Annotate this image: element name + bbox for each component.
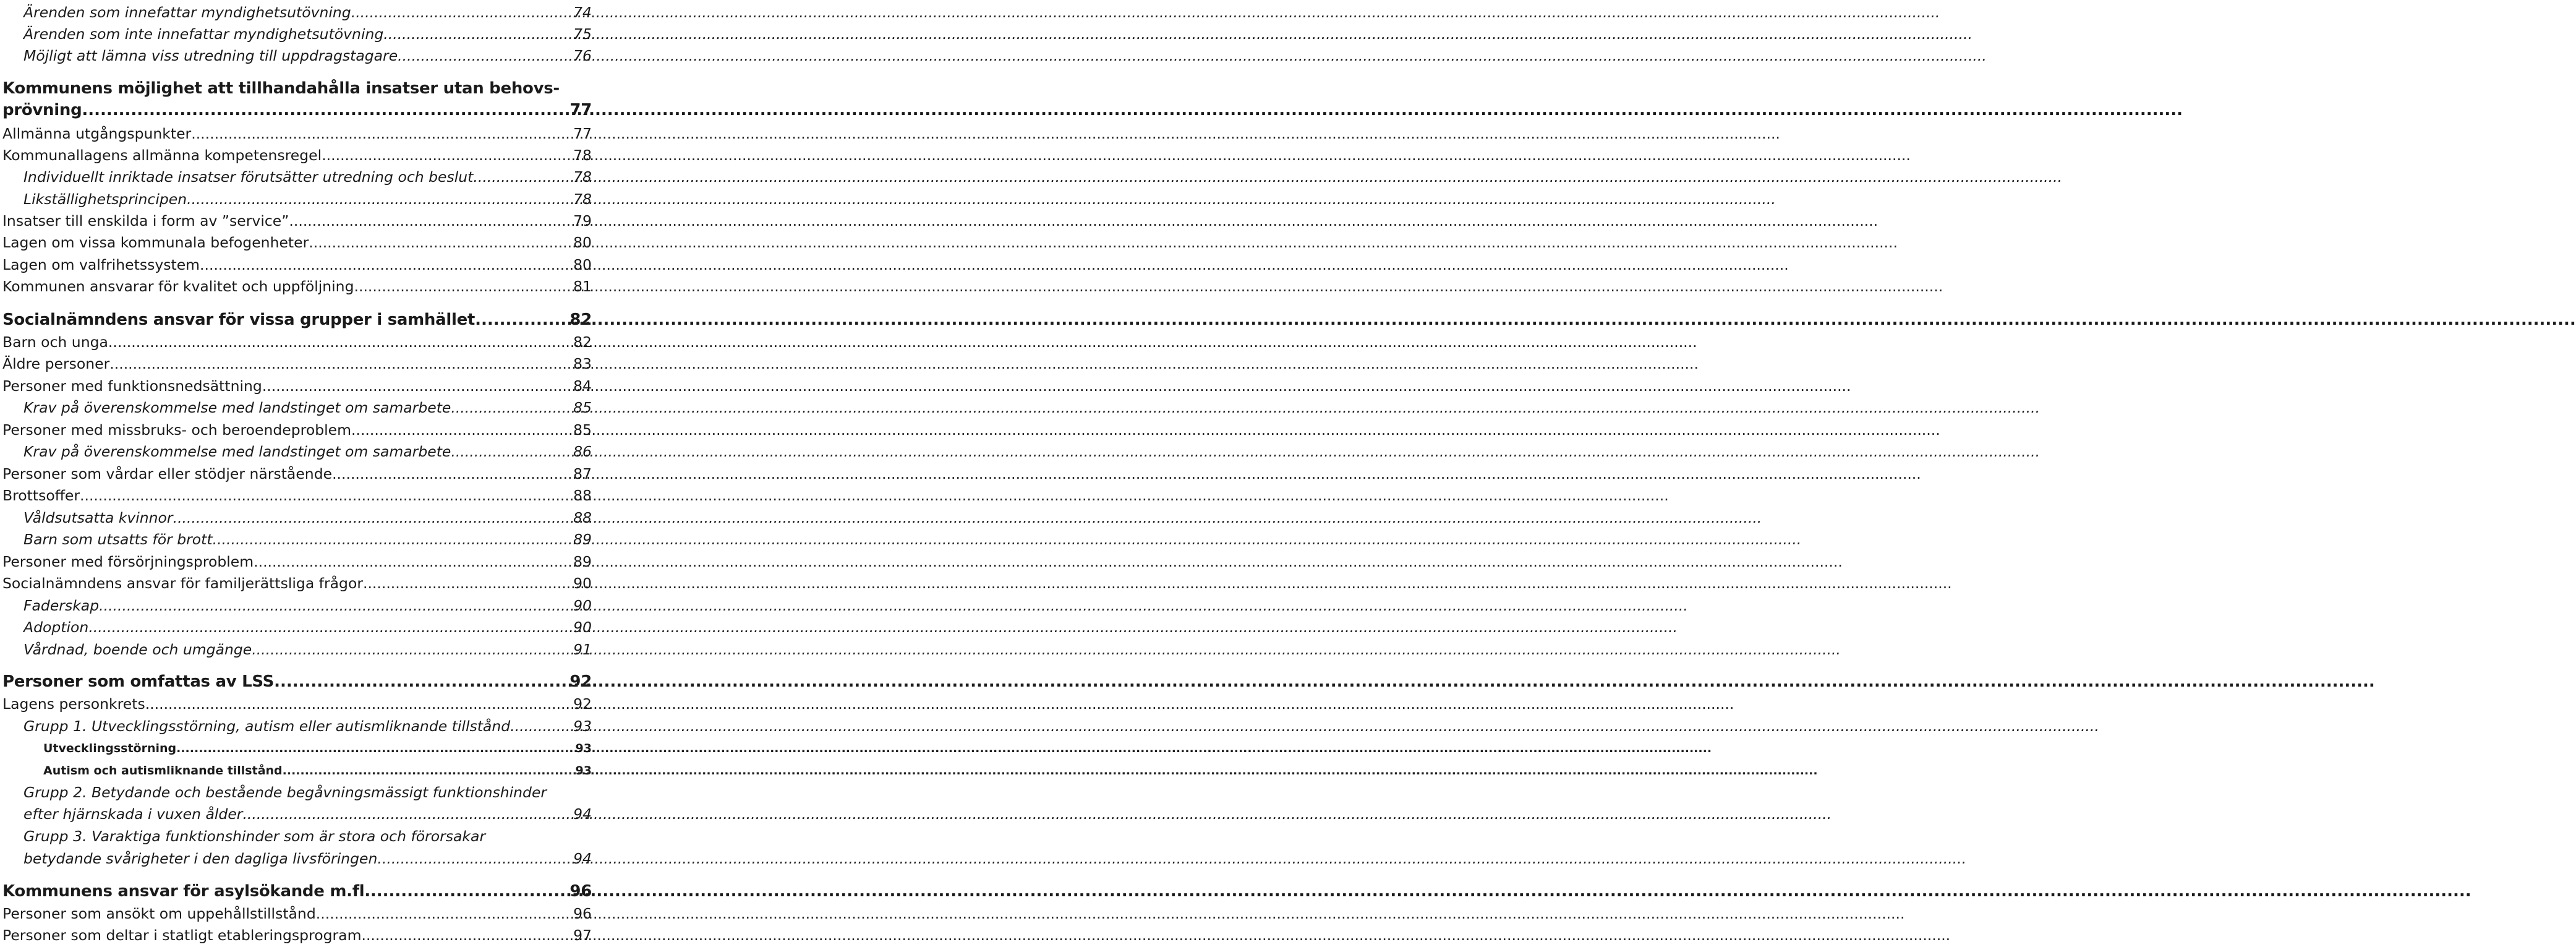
toc-entry-title: Utvecklingsstörning — [43, 742, 177, 755]
toc-entry-title: Adoption — [23, 619, 89, 636]
toc-dot-leader — [351, 2, 573, 22]
toc-dot-leader — [332, 464, 573, 484]
toc-entry — [0, 849, 594, 868]
toc-entry — [0, 761, 594, 781]
toc-entry — [0, 211, 594, 231]
toc-entry-title: Lagens personkrets — [2, 695, 145, 713]
toc-entry — [0, 167, 594, 187]
toc-entry — [0, 925, 594, 945]
toc-entry-title: Personer med funktionsnedsättning — [2, 377, 262, 395]
toc-dot-leader — [173, 508, 573, 528]
toc-entry-title: Våldsutsatta kvinnor — [23, 509, 173, 526]
toc-dot-leader — [473, 167, 573, 187]
toc-entry-title: Grupp 2. Betydande och bestående begåvningsmässigt funktionshinder — [23, 784, 547, 801]
toc-dot-leader — [510, 716, 573, 736]
toc-entry-title: Personer som ansökt om uppehållstillstånd — [2, 905, 316, 922]
toc-dot-leader — [274, 672, 569, 692]
toc-entry-title: Barn som utsatts för brott — [23, 531, 213, 548]
toc-dot-leader — [383, 24, 573, 44]
toc-entry — [0, 694, 594, 714]
toc-entry-title: Kommunens ansvar för asylsökande m.fl. — [2, 882, 370, 901]
toc-page-number: 83 — [573, 355, 592, 372]
toc-dot-leader — [109, 354, 573, 374]
toc-entry-title: Barn och unga — [2, 333, 108, 351]
toc-page-number: 74 — [573, 4, 592, 21]
toc-entry — [0, 24, 594, 44]
toc-page-number: 96 — [569, 882, 592, 901]
toc-page-number: 77 — [569, 101, 592, 119]
toc-entry — [0, 573, 594, 593]
toc-section-heading — [0, 100, 594, 120]
toc-entry — [0, 354, 594, 374]
toc-dot-leader — [187, 189, 573, 209]
toc-page-number: 93 — [575, 742, 592, 755]
toc-dot-leader — [252, 640, 573, 659]
toc-page-number: 94 — [573, 850, 592, 867]
toc-entry-title: Likställighetsprincipen — [23, 191, 187, 208]
toc-entry — [0, 255, 594, 275]
toc-entry — [0, 332, 594, 352]
toc-entry-title: Krav på överenskommelse med landstinget om samarbete — [23, 443, 451, 460]
toc-entry-title: Socialnämndens ansvar för familjerättsliga frågor — [2, 575, 363, 592]
toc-entry — [0, 464, 594, 484]
toc-section-heading — [0, 881, 594, 901]
toc-page-number: 94 — [573, 805, 592, 823]
toc-entry-title: Insatser till enskilda i form av ”service” — [2, 212, 289, 229]
toc-dot-leader — [242, 804, 573, 824]
toc-page-number: 77 — [573, 125, 592, 142]
toc-dot-leader — [316, 904, 573, 923]
toc-page-number: 85 — [573, 421, 592, 439]
toc-entry-title: Personer som omfattas av LSS — [2, 672, 275, 691]
toc-entry — [0, 826, 594, 846]
toc-entry — [0, 398, 594, 418]
toc-entry-title: efter hjärnskada i vuxen ålder — [23, 805, 243, 823]
toc-page-number: 93 — [573, 718, 592, 735]
toc-page-number: 92 — [569, 672, 592, 691]
toc-page-number: 82 — [569, 311, 592, 329]
toc-entry-title: Äldre personer — [2, 355, 110, 372]
toc-page-number: 90 — [573, 619, 592, 636]
toc-entry — [0, 442, 594, 461]
toc-entry-title: Socialnämndens ansvar för vissa grupper i samhället — [2, 311, 476, 329]
toc-entry — [0, 596, 594, 615]
toc-entry — [0, 233, 594, 252]
toc-entry-title: Lagen om vissa kommunala befogenheter — [2, 234, 309, 251]
toc-dot-leader — [351, 420, 573, 440]
toc-entry — [0, 2, 594, 22]
toc-entry — [0, 124, 594, 144]
toc-entry-title: Kommunens möjlighet att tillhandahålla insatser utan behovs- — [2, 79, 560, 98]
toc-page-number: 89 — [573, 553, 592, 570]
toc-entry — [0, 529, 594, 549]
toc-entry — [0, 145, 594, 165]
toc-page-number: 82 — [573, 333, 592, 351]
toc-dot-leader — [451, 442, 573, 461]
toc-page-number: 86 — [573, 443, 592, 460]
toc-dot-leader — [176, 739, 574, 758]
toc-page-number: 88 — [573, 509, 592, 526]
toc-page-number: 78 — [573, 168, 592, 186]
toc-entry-title: Personer som deltar i statligt etableringsprogram — [2, 927, 362, 944]
toc-entry-title: betydande svårigheter i den dagliga livsföringen — [23, 850, 378, 867]
toc-dot-leader — [82, 100, 569, 120]
toc-entry-title: Kommunallagens allmänna kompetensregel — [2, 147, 322, 164]
toc-dot-leader — [354, 276, 573, 296]
toc-section-heading — [0, 310, 594, 330]
toc-dot-leader — [80, 486, 573, 505]
toc-entry — [0, 640, 594, 659]
toc-entry — [0, 804, 594, 824]
toc-page-number: 92 — [573, 695, 592, 713]
toc-section-heading — [0, 79, 594, 98]
toc-page-number: 80 — [573, 234, 592, 251]
toc-entry — [0, 552, 594, 572]
toc-entry — [0, 189, 594, 209]
toc-dot-leader — [213, 529, 573, 549]
toc-entry-title: Vårdnad, boende och umgänge — [23, 641, 252, 658]
toc-entry-title: Faderskap — [23, 597, 100, 614]
toc-page-number: 88 — [573, 487, 592, 504]
toc-dot-leader — [309, 233, 573, 252]
toc-entry-title: Krav på överenskommelse med landstinget om samarbete — [23, 399, 451, 416]
toc-entry — [0, 486, 594, 505]
toc-page-number: 81 — [573, 278, 592, 295]
toc-page-number: 79 — [573, 212, 592, 229]
toc-page-number: 76 — [573, 47, 592, 64]
toc-entry-title: Kommunen ansvarar för kvalitet och uppföljning — [2, 278, 354, 295]
toc-entry-title: Lagen om valfrihetssystem — [2, 256, 200, 273]
toc-dot-leader — [99, 596, 573, 615]
toc-entry — [0, 276, 594, 296]
toc-page-number: 90 — [573, 575, 592, 592]
toc-page-number: 75 — [573, 25, 592, 43]
toc-entry-title: Möjligt att lämna viss utredning till uppdragstagare — [23, 47, 398, 64]
toc-dot-leader — [363, 573, 573, 593]
toc-dot-leader — [200, 255, 573, 275]
toc-page-number: 93 — [575, 764, 592, 778]
toc-entry-title: Personer med försörjningsproblem — [2, 553, 254, 570]
toc-dot-leader — [322, 145, 573, 165]
toc-page-number: 85 — [573, 399, 592, 416]
toc-dot-leader — [262, 376, 573, 396]
toc-section-heading — [0, 672, 594, 692]
toc-entry — [0, 376, 594, 396]
toc-page-number: 97 — [573, 927, 592, 944]
toc-page-number: 78 — [573, 147, 592, 164]
toc-page-number: 89 — [573, 531, 592, 548]
toc-entry-title: Personer med missbruks- och beroendeproblem — [2, 421, 351, 439]
toc-dot-leader — [361, 925, 573, 945]
toc-entry — [0, 508, 594, 528]
toc-entry-title: Ärenden som innefattar myndighetsutövning — [23, 4, 351, 21]
toc-entry-title: Grupp 1. Utvecklingsstörning, autism eller autismliknande tillstånd — [23, 718, 511, 735]
toc-entry — [0, 716, 594, 736]
toc-dot-leader — [191, 124, 573, 144]
toc-entry-title: prövning — [2, 101, 82, 119]
toc-dot-leader — [283, 761, 575, 781]
toc-dot-leader — [370, 881, 569, 901]
toc-dot-leader — [451, 398, 573, 418]
toc-dot-leader — [377, 849, 573, 868]
toc-page-number: 78 — [573, 191, 592, 208]
toc-dot-leader — [108, 332, 573, 352]
toc-page-number: 91 — [573, 641, 592, 658]
toc-dot-leader — [398, 46, 573, 66]
toc-entry — [0, 46, 594, 66]
toc-entry-title: Brottsoffer — [2, 487, 80, 504]
toc-entry — [0, 420, 594, 440]
toc-entry — [0, 782, 594, 802]
toc-entry — [0, 739, 594, 758]
toc-page-number: 90 — [573, 597, 592, 614]
toc-entry-title: Grupp 3. Varaktiga funktionshinder som är stora och förorsakar — [23, 828, 486, 845]
toc-dot-leader — [254, 552, 573, 572]
toc-page-number: 80 — [573, 256, 592, 273]
toc-entry-title: Personer som vårdar eller stödjer närstående — [2, 465, 333, 482]
toc-dot-leader — [475, 310, 569, 330]
toc-page-number: 87 — [573, 465, 592, 482]
toc-dot-leader — [88, 617, 573, 637]
toc-entry-title: Ärenden som inte innefattar myndighetsutövning — [23, 25, 384, 43]
toc-entry — [0, 904, 594, 923]
toc-dot-leader — [289, 211, 573, 231]
toc-page-number: 96 — [573, 905, 592, 922]
toc-page-number: 84 — [573, 377, 592, 395]
toc-entry-title: Allmänna utgångspunkter — [2, 125, 192, 142]
toc-entry — [0, 617, 594, 637]
toc-dot-leader — [145, 694, 573, 714]
toc-entry-title: Autism och autismliknande tillstånd — [43, 764, 283, 778]
toc-entry-title: Individuellt inriktade insatser förutsätter utredning och beslut — [23, 168, 474, 186]
